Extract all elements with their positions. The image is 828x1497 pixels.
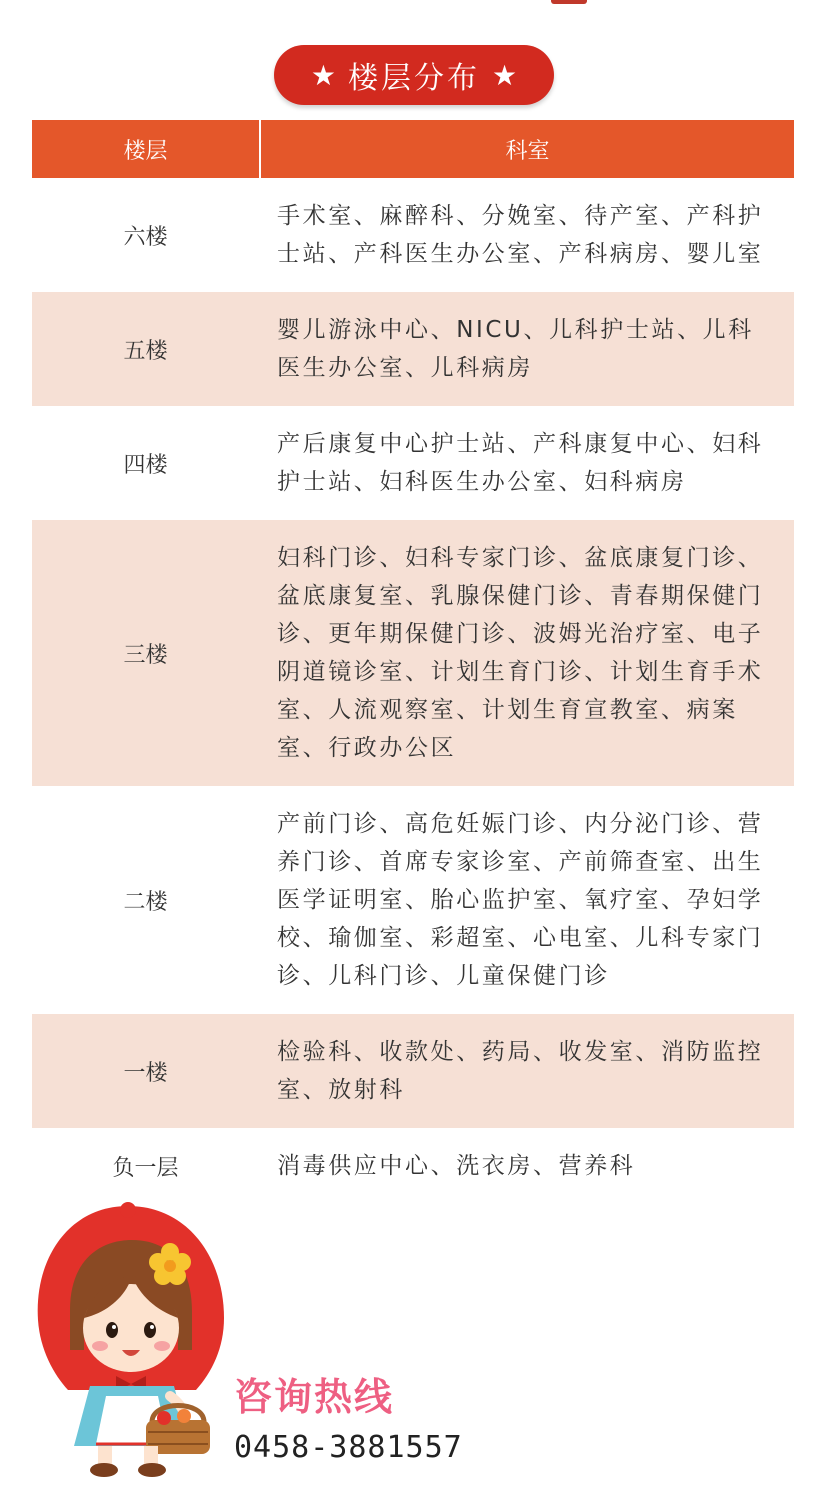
section-title bbox=[274, 45, 554, 105]
hotline-label: 咨询热线 bbox=[234, 1375, 395, 1419]
department-cell: 婴儿游泳中心、NICU、儿科护士站、儿科医生办公室、儿科病房 bbox=[277, 317, 754, 381]
mascot-illustration bbox=[28, 1200, 238, 1480]
header-floor: 楼层 bbox=[32, 120, 259, 178]
department-cell: 产后康复中心护士站、产科康复中心、妇科护士站、妇科医生办公室、妇科病房 bbox=[277, 431, 764, 495]
header-department: 科室 bbox=[261, 120, 794, 178]
department-cell: 产前门诊、高危妊娠门诊、内分泌门诊、营养门诊、首席专家诊室、产前筛查室、出生医学证明室、胎心监护室、氧疗室、孕妇学校、瑜伽室、彩超室、心电室、儿科专家门诊、儿科门诊、儿童保健门诊 bbox=[277, 811, 764, 989]
department-cell: 妇科门诊、妇科专家门诊、盆底康复门诊、盆底康复室、乳腺保健门诊、青春期保健门诊、更年期保健门诊、波姆光治疗室、电子阴道镜诊室、计划生育门诊、计划生育手术室、人流观察室、计划生育宣教室、病案室、行政办公区 bbox=[277, 545, 764, 761]
department-cell: 消毒供应中心、洗衣房、营养科 bbox=[277, 1153, 636, 1179]
table-row bbox=[32, 1128, 794, 1204]
star-left-icon: ★ bbox=[310, 58, 336, 92]
department-cell: 检验科、收款处、药局、收发室、消防监控室、放射科 bbox=[277, 1039, 764, 1103]
floor-cell: 一楼 bbox=[123, 1060, 168, 1086]
section-title-text: 楼层分布 bbox=[348, 61, 480, 96]
table-row bbox=[32, 406, 794, 520]
floor-cell: 四楼 bbox=[123, 452, 168, 478]
table-row bbox=[32, 786, 794, 1014]
star-right-icon: ★ bbox=[492, 58, 518, 92]
floor-cell: 三楼 bbox=[123, 642, 168, 668]
hotline-number[interactable]: 0458-3881557 bbox=[234, 1430, 463, 1465]
floor-cell: 六楼 bbox=[123, 224, 168, 250]
floor-cell: 二楼 bbox=[123, 889, 168, 915]
floor-cell: 五楼 bbox=[123, 338, 168, 364]
floor-cell: 负一层 bbox=[112, 1155, 179, 1181]
table-row bbox=[32, 520, 794, 786]
table-row bbox=[32, 292, 794, 406]
top-decoration bbox=[551, 0, 587, 4]
table-header bbox=[32, 120, 794, 178]
table-row bbox=[32, 1014, 794, 1128]
department-cell: 手术室、麻醉科、分娩室、待产室、产科护士站、产科医生办公室、产科病房、婴儿室 bbox=[277, 203, 764, 267]
floor-table bbox=[32, 120, 794, 1204]
table-row bbox=[32, 178, 794, 292]
